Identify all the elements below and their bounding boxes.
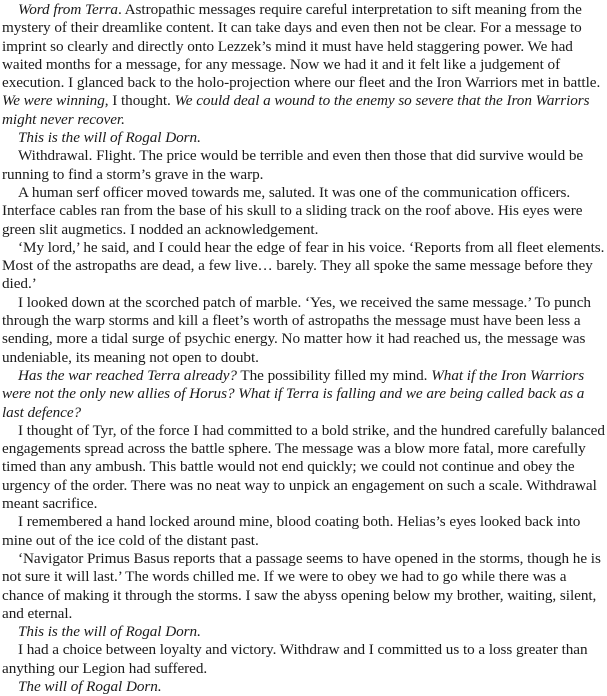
italic-text: The will of Rogal Dorn. bbox=[18, 677, 162, 695]
paragraph-p12 bbox=[2, 641, 605, 678]
italic-text: We could deal a wound to the enemy so severe that the Iron Warriors might never recover. bbox=[2, 92, 590, 128]
body-text: Withdrawal. Flight. The price would be terrible and even then those that did survive would be running to find a storm’s grave in the warp. bbox=[2, 147, 584, 183]
italic-text: What if the Iron Warriors were not the only new allies of Horus? What if Terra is falling and we are being called back as a last defence? bbox=[2, 366, 585, 421]
body-text: I had a choice between loyalty and victory. Withdraw and I committed us to a loss greater than anything our Legion had suffered. bbox=[2, 641, 588, 677]
italic-text: We were winning bbox=[2, 92, 105, 110]
italic-text: Word from Terra bbox=[18, 1, 118, 18]
body-text: , I thought. bbox=[104, 92, 175, 110]
paragraph-p6 bbox=[2, 294, 605, 367]
paragraph-p7 bbox=[2, 367, 605, 422]
paragraph-p5 bbox=[2, 239, 605, 294]
paragraph-p4 bbox=[2, 184, 605, 239]
body-text: The possibility filled my mind. bbox=[236, 366, 432, 384]
italic-text: Has the war reached Terra already? bbox=[18, 366, 237, 384]
body-text: A human serf officer moved towards me, saluted. It was one of the communication officers. Interface cables ran from the base of his skull to a sliding track on the roof above. His eyes were green slit augmetics. I nodded an acknowledgement. bbox=[2, 183, 583, 238]
body-text: I remembered a hand locked around mine, blood coating both. Helias’s eyes looked back into mine out of the ice cold of the distant past. bbox=[2, 513, 581, 549]
body-text: ‘My lord,’ he said, and I could hear the edge of fear in his voice. ‘Reports from all fleet elements. Most of the astropaths are dead, a few live… barely. They all spoke the same message before they died.’ bbox=[2, 238, 605, 293]
paragraph-p2 bbox=[2, 129, 605, 147]
paragraph-p3 bbox=[2, 147, 605, 184]
body-text: I thought of Tyr, of the force I had committed to a bold strike, and the hundred carefully balanced engagements spread across the battle sphere. The message was a blow more fatal, more carefully timed than any ambush. This battle would not end quickly; we could not continue and obey the urgency of the order. There was no neat way to unpick an engagement on such a scale. Withdrawal meant sacrifice. bbox=[2, 421, 605, 513]
document-body bbox=[2, 1, 605, 696]
paragraph-p11 bbox=[2, 623, 605, 641]
paragraph-p1 bbox=[2, 1, 605, 129]
body-text: I looked down at the scorched patch of marble. ‘Yes, we received the same message.’ To punch through the warp storms and kill a fleet’s worth of astropaths the message must have been less a sending, more a tidal surge of psychic energy. No matter how it had reached us, the message was undeniable, its meaning not open to doubt. bbox=[2, 293, 591, 366]
paragraph-p10 bbox=[2, 550, 605, 623]
paragraph-p13 bbox=[2, 678, 605, 696]
paragraph-p9 bbox=[2, 513, 605, 550]
italic-text: This is the will of Rogal Dorn. bbox=[18, 623, 201, 641]
italic-text: This is the will of Rogal Dorn. bbox=[18, 129, 201, 147]
paragraph-p8 bbox=[2, 422, 605, 513]
body-text: ‘Navigator Primus Basus reports that a passage seems to have opened in the storms, though he is not sure it will last.’ The words chilled me. If we were to obey we had to go while there was a chance of making it through the storms. I saw the abyss opening below my brother, waiting, silent, and eternal. bbox=[2, 549, 601, 622]
body-text: . Astropathic messages require careful interpretation to sift meaning from the mystery of their dreamlike content. It can take days and even then not be clear. For a message to imprint so clearly and directly onto Lezzek’s mind it must have held staggering power. We had waited months for a message, for any message. Now we had it and it felt like a judgement of execution. I glanced back to the holo-projection where our fleet and the Iron Warriors met in battle. bbox=[2, 1, 601, 92]
document-page bbox=[0, 1, 607, 695]
